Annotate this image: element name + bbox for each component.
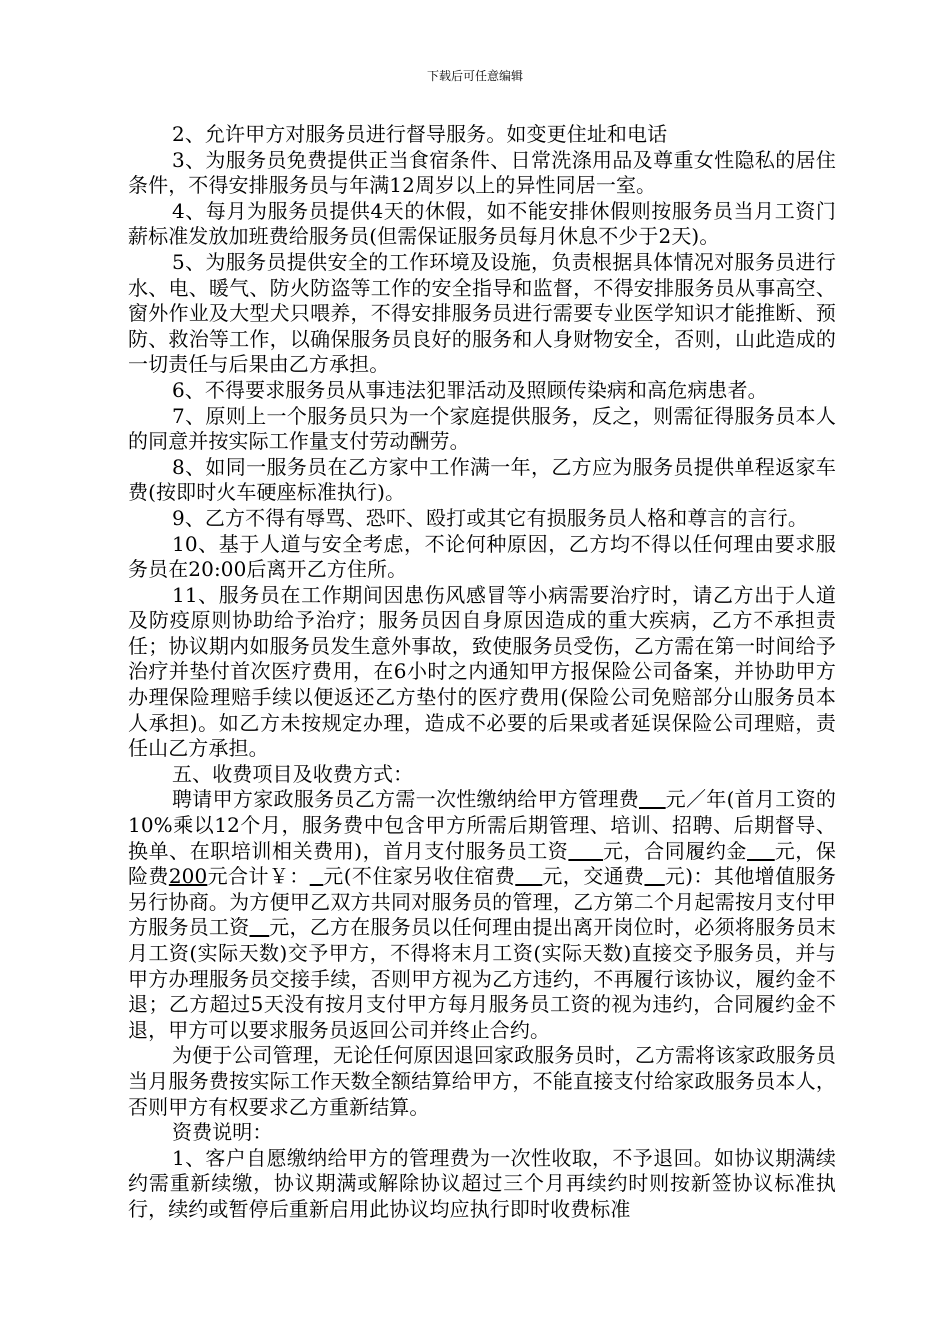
fee-text: 元／年(首月工资的10%乘以12个月，服务费中包含甲方所需后期管理、培训、招聘、后期督导、换单、在职培训相关费用)，首月支付服务员工资	[128, 787, 836, 863]
fee-blank-transport	[644, 864, 664, 888]
clause-5: 5、为服务员提供安全的工作环境及设施，负责根据具体情况对服务员进行水、电、暖气、防火防盗等工作的安全指导和监督，不得安排服务员从事高空、窗外作业及大型犬只喂养，不得安排服务员进行需要专业医学知识才能推断、预防、救治等工作，以确保服务员良好的服务和人身财物安全，否则，山此造成的一切责任与后果由乙方承担。	[128, 249, 836, 377]
clause-11: 11、服务员在工作期间因患伤风感冒等小病需要治疗时，请乙方出于人道及防疫原则协助给予治疗；服务员因自身原因造成的重大疾病，乙方不承担责任；协议期内如服务员发生意外事故，致使服务员受伤，乙方需在第一时间给予治疗并垫付首次医疗费用，在6小时之内通知甲方报保险公司备案，并协助甲方办理保险理赔手续以便返还乙方垫付的医疗费用(保险公司免赔部分山服务员本人承担)。如乙方未按规定办理，造成不必要的后果或者延误保险公司理赔，责任山乙方承担。	[128, 582, 836, 761]
settlement-paragraph: 为便于公司管理，无论任何原因退回家政服务员时，乙方需将该家政服务员当月服务费按实际工作天数全额结算给甲方，不能直接支付给家政服务员本人，否则甲方有权要求乙方重新结算。	[128, 1043, 836, 1119]
fee-text: 元合计￥：	[207, 864, 310, 889]
clause-8: 8、如同一服务员在乙方家中工作满一年，乙方应为服务员提供单程返家车费(按即时火车硬座标准执行)。	[128, 454, 836, 505]
fee-text: 元，合同履约金	[603, 838, 747, 863]
fee-blank-deposit	[747, 839, 775, 863]
fee-text: 元，保险费	[128, 838, 836, 889]
fee-blank-total	[310, 864, 324, 888]
clause-4: 4、每月为服务员提供4天的休假，如不能安排休假则按服务员当月工资门薪标准发放加班费给服务员(但需保证服务员每月休息不少于2天)。	[128, 198, 836, 249]
fee-text: 元(不住家另收住宿费	[323, 864, 516, 889]
fee-paragraph	[128, 787, 836, 1043]
clause-7: 7、原则上一个服务员只为一个家庭提供服务，反之，则需征得服务员本人的同意并按实际工作量支付劳动酬劳。	[128, 403, 836, 454]
fee-text: 元，乙方在服务员以任何理由提出离开岗位时，必须将服务员末月工资(实际天数)交予甲方，不得将末月工资(实际天数)直接交予服务员，并与甲方办理服务员交接手续，否则甲方视为乙方违约，不再履行该协议，履约金不退；乙方超过5天没有按月支付甲方每月服务员工资的视为违约，合同履约金不退，甲方可以要求服务员返回公司并终止合约。	[128, 915, 836, 1042]
page-header: 下载后可任意编辑	[426, 69, 523, 83]
fee-text: 元，交通费	[542, 864, 645, 889]
section-heading-fees: 五、收费项目及收费方式：	[172, 761, 414, 786]
fee-note-1: 1、客户自愿缴纳给甲方的管理费为一次性收取，不予退回。如协议期满续约需重新续缴，协议期满或解除协议超过三个月再续约时则按新签协议标准执行，续约或暂停后重新启用此协议均应执行即时收费标准	[128, 1145, 836, 1221]
fee-notes-heading: 资费说明：	[172, 1120, 273, 1145]
fee-text: 元)：其他增值服务另行协商。为方便甲乙双方共同对服务员的管理，乙方第二个月起需按月支付甲方服务员工资	[128, 864, 837, 940]
fee-blank-monthly-salary	[249, 915, 269, 939]
fee-blank-insurance: 200	[168, 864, 208, 889]
clause-9: 9、乙方不得有辱骂、恐吓、殴打或其它有损服务员人格和尊言的言行。	[172, 505, 808, 530]
fee-text: 聘请甲方家政服务员乙方需一次性缴纳给甲方管理费	[172, 787, 639, 812]
clause-3: 3、为服务员免费提供正当食宿条件、日常洗涤用品及尊重女性隐私的居住条件，不得安排服务员与年满12周岁以上的异性同居一室。	[128, 147, 836, 198]
fee-blank-management	[639, 787, 666, 811]
fee-blank-first-salary	[568, 839, 603, 863]
clause-6: 6、不得要求服务员从事违法犯罪活动及照顾传染病和高危病患者。	[172, 377, 768, 402]
clause-2: 2、允许甲方对服务员进行督导服务。如变更住址和电话	[172, 122, 668, 146]
document-body	[128, 122, 836, 1223]
fee-blank-lodging	[515, 864, 542, 888]
clause-10: 10、基于人道与安全考虑，不论何种原因，乙方均不得以任何理由要求服务员在20:00后离开乙方住所。	[128, 531, 836, 582]
